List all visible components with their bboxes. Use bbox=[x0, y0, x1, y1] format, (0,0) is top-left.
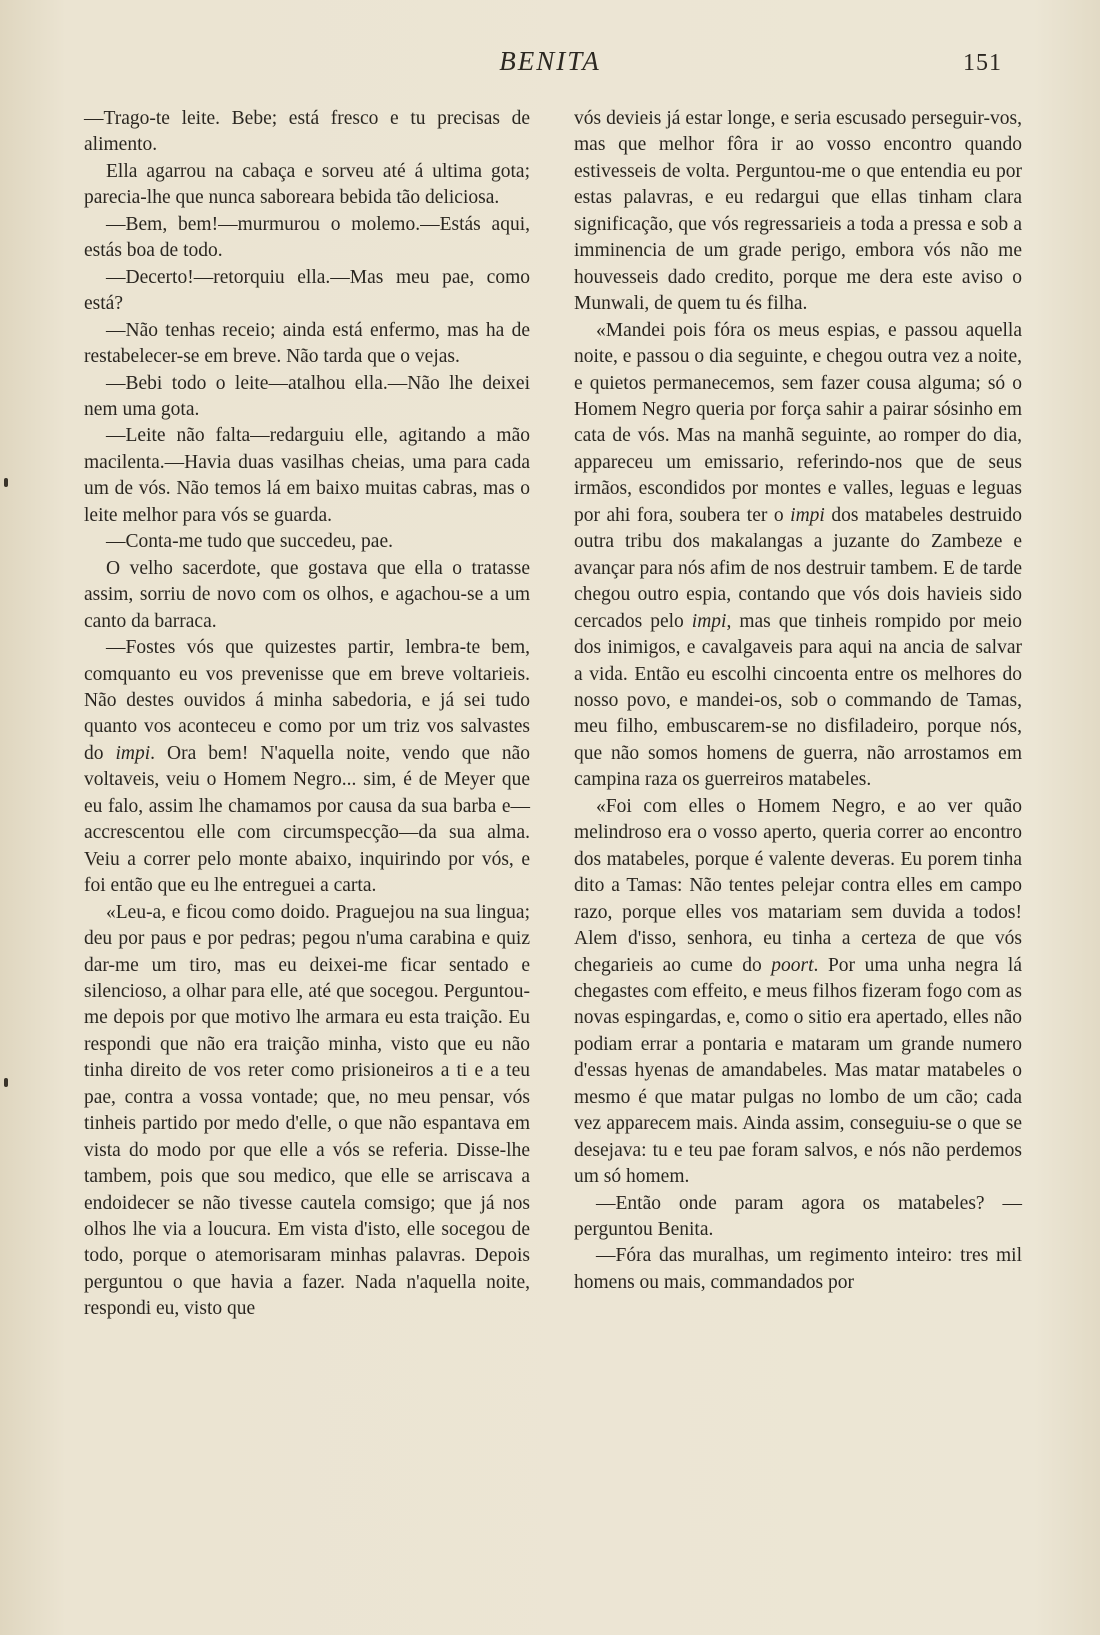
text-run: , mas que tinheis rompido por meio dos inimigos, e cavalgaveis para aqui na ancia de salvar a vida. Então eu escolhi cincoenta entre os melhores do nosso povo, e mandei-os, sob o commando de Tamas, meu filho, embuscarem-se no disfiladeiro, porque nós, que não somos homens de guerra, não arrostamos em campina raza os guerreiros matabeles. bbox=[574, 610, 1022, 791]
paragraph: —Leite não falta—redarguiu elle, agitando a mão macilenta.—Havia duas vasilhas cheias, uma para cada um de vós. Não temos lá em baixo muitas cabras, mas o leite melhor para vós se guarda. bbox=[84, 425, 530, 526]
left-column bbox=[84, 106, 530, 1323]
paragraph: —Fóra das muralhas, um regimento inteiro: tres mil homens ou mais, commandados por bbox=[574, 1245, 1022, 1293]
text-run: . Por uma unha negra lá chegastes com effeito, e meus filhos fizeram fogo com as novas espingardas, e, como o sitio era apertado, elles não podiam errar a pontaria e mataram um grande numero d'essas hyenas de amandabeles. Mas matar matabeles o mesmo é que matar pulgas no lombo de um cão; cada vez apparecem mais. Ainda assim, conseguiu-se o que se desejava: tu e teu pae foram salvos, e nós não perdemos um só homem. bbox=[574, 954, 1022, 1188]
text-run: «Foi com elles o Homem Negro, e ao ver quão melindroso era o vosso aperto, queria correr ao encontro dos matabeles, porque é valente deveras. Eu porem tinha dito a Tamas: Não tentes pelejar contra elles em campo razo, porque elles vos matariam sem duvida a todos! Alem d'isso, senhora, eu tinha a certeza de que vós chegarieis ao cume do bbox=[574, 795, 1022, 976]
paragraph: —Trago-te leite. Bebe; está fresco e tu precisas de alimento. bbox=[84, 108, 530, 156]
text-run: . Ora bem! N'aquella noite, vendo que não voltaveis, veiu o Homem Negro... sim, é de Meyer que eu falo, assim lhe chamamos por causa da sua barba e—accrescentou elle com circumspecção—da sua alma. Veiu a correr pelo monte abaixo, inquirindo por vós, e foi então que eu lhe entreguei a carta. bbox=[84, 742, 531, 897]
paragraph: —Decerto!—retorquiu ella.—Mas meu pae, como está? bbox=[84, 266, 530, 315]
paragraph: —Conta-me tudo que succedeu, pae. bbox=[106, 531, 393, 553]
text-run: —Fostes vós que quizestes partir, lembra-te bem, comquanto eu vos prevenisse que em breve voltarieis. Não destes ouvidos á minha sabedoria, e já sei tudo quanto vos aconteceu e como por um triz vos salvastes do bbox=[84, 637, 530, 764]
page-header bbox=[0, 46, 1100, 86]
running-title: BENITA bbox=[499, 46, 601, 76]
italic-term: poort bbox=[771, 954, 814, 976]
page-number: 151 bbox=[963, 50, 1002, 76]
paragraph: «Leu-a, e ficou como doido. Praguejou na sua lingua; deu por paus e por pedras; pegou n'uma carabina e quiz dar-me um tiro, mas eu deixei-me ficar sentado e silencioso, a olhar para elle, até que socegou. Perguntou-me depois por que motivo lhe armara eu esta traição. Eu respondi que não era traição minha, visto que eu não tinha direito de vos reter como prisioneiros a ti e a teu pae, contra a vossa vontade; que, no meu pensar, vós tinheis partido por medo d'elle, o que não espantava em vista do modo por que elle a vós se referia. Disse-lhe tambem, pois que sou medico, que elle se arriscava a endoidecer se não tivesse cautela comsigo; que já nos olhos lhe via a loucura. Em vista d'isto, elle socegou de todo, porque o atemorisaram minhas palavras. Depois perguntou o que havia a fazer. Nada n'aquella noite, respondi eu, visto que bbox=[84, 901, 530, 1320]
paragraph: Ella agarrou na cabaça e sorveu até á ultima gota; parecia-lhe que nunca saboreara bebida tão deliciosa. bbox=[84, 160, 530, 209]
right-column bbox=[574, 106, 1022, 1296]
italic-term: impi bbox=[691, 610, 727, 632]
binding-spot bbox=[4, 1078, 8, 1087]
paragraph: O velho sacerdote, que gostava que ella o tratasse assim, sorriu de novo com os olhos, e agachou-se a um canto da barraca. bbox=[84, 557, 530, 632]
paragraph: —Bebi todo o leite—atalhou ella.—Não lhe deixei nem uma gota. bbox=[84, 372, 530, 420]
paragraph: —Então onde param agora os matabeles? —perguntou Benita. bbox=[574, 1192, 1022, 1241]
paragraph: —Bem, bem!—murmurou o molemo.—Estás aqui, estás boa de todo. bbox=[84, 213, 530, 262]
paragraph bbox=[574, 318, 1022, 794]
text-run: «Mandei pois fóra os meus espias, e passou aquella noite, e passou o dia seguinte, e chegou outra vez a noite, e quietos permanecemos, sem fazer cousa alguma; só o Homem Negro queria por força sahir a pairar sósinho em cata de vós. Mas na manhã seguinte, ao romper do dia, appareceu um emissario, referindo-nos que de seus irmãos, escondidos por montes e valles, leguas e leguas por ahi fora, soubera ter o bbox=[574, 319, 1022, 526]
paragraph: —Não tenhas receio; ainda está enfermo, mas ha de restabelecer-se em breve. Não tarda que o vejas. bbox=[84, 319, 530, 368]
paragraph: vós devieis já estar longe, e seria escusado perseguir-vos, mas que melhor fôra ir ao vosso encontro quando estivesseis de volta. Perguntou-me o que entendia eu por estas palavras, e eu redargui que ellas tinham clara significação, que vós regressarieis a toda a pressa e sob a imminencia de um grade perigo, embora vós não me houvesseis dado credito, porque me dera este aviso o Munwali, de quem tu és filha. bbox=[574, 108, 1022, 315]
binding-spot bbox=[4, 478, 8, 487]
italic-term: impi bbox=[115, 742, 151, 764]
paragraph bbox=[84, 635, 530, 900]
italic-term: impi bbox=[790, 504, 825, 526]
paragraph bbox=[574, 794, 1022, 1191]
text-run: dos matabeles destruido outra tribu dos makalangas a juzante do Zambeze e avançar para nós afim de nos destruir tambem. E de tarde chegou outro espia, contando que vós dois havieis sido cercados pelo bbox=[574, 504, 1023, 632]
